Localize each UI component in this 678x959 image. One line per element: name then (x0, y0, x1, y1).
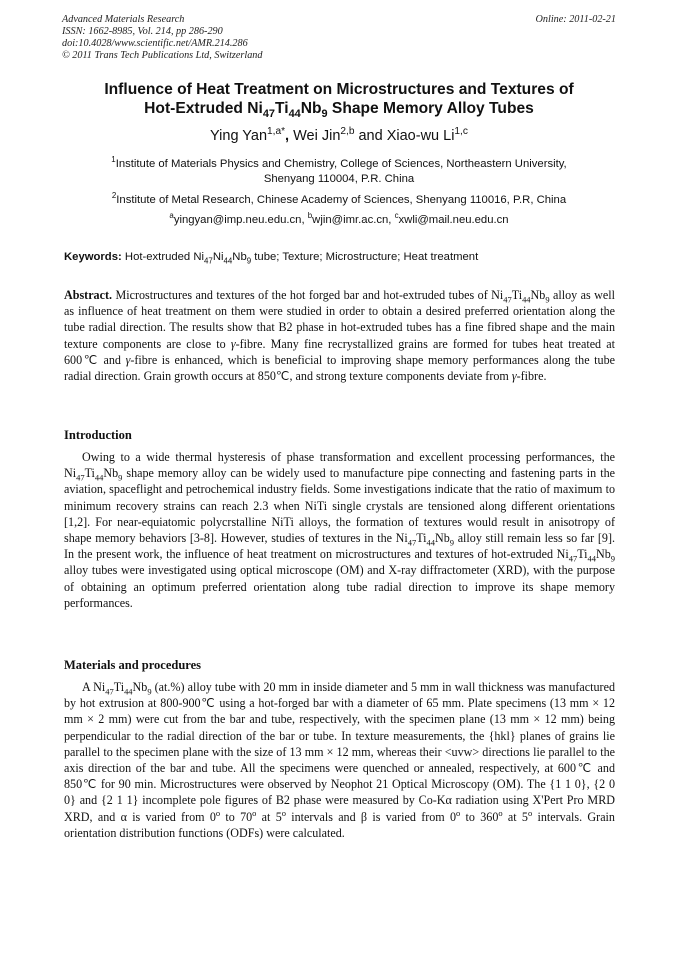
author-emails: $^a$yingyan@imp.neu.edu.cn, $^b$wjin@imr.ac.cn, $^c$xwli@mail.neu.edu.cn (169, 211, 509, 226)
introduction-paragraph: Owing to a wide thermal hysteresis of phase transformation and excellent processing performances, the $Ni_{47}Ti_{44}Nb_9$ shape memory alloy can be widely used to manufacture pipe connecting and fastening parts in the aviation, spaceflight and petrochemical industry fields. Some investigations indicate that the ratio of maximum to minimum recovery strains can reach 2.3 when NiTi single crystals are tensioned along different orientations [1,2]. For near-equiatomic polycrstalline NiTi alloys, the formation of textures would result in anisotropy of shape memory behaviors [3-8]. However, studies of textures in the $Ni_{47}Ti_{44}Nb_9$ alloy still remain less so far [9]. In the present work, the influence of heat treatment on microstructures and textures of hot-extruded $Ni_{47}Ti_{44}Nb_9$ alloy tubes were investigated using optical microscope (OM) and X-ray diffractometer (XRD), with the purpose of obtaining an optimum preferred orientation along tube radial direction to improve its shape memory performances. (64, 450, 615, 610)
keywords: Keywords: Hot-extruded $Ni_{47}Ni_{44}Nb_9$ tube; Texture; Microstructure; Heat treatment (64, 251, 479, 266)
journal-header (62, 14, 616, 62)
journal-name: Advanced Materials Research (62, 14, 185, 25)
affiliation-1: $^1$Institute of Materials Physics and Chemistry, College of Sciences, Northeastern University, Shenyang 110004, P.R. China (111, 155, 567, 185)
author-3: Xiao-wu Li (386, 128, 455, 144)
journal-copyright: © 2011 Trans Tech Publications Ltd, Switzerland (62, 50, 263, 61)
section-heading-materials: Materials and procedures (64, 658, 202, 672)
paper-title (40, 80, 638, 121)
author-list: Ying Yan$^{1,a*}$, Wei Jin$^{2,b}$ and Xiao-wu Li$^{1,c}$ (210, 126, 468, 144)
affiliation-2: $^2$Institute of Metal Research, Chinese Academy of Sciences, Shenyang 110016, P.R, China (111, 191, 567, 206)
materials-paragraph: A $Ni_{47}Ti_{44}Nb_9$ (at.%) alloy tube with 20 mm in inside diameter and 5 mm in wall thickness was manufactured by hot extrusion at 800-900℃ using a hot-forged bar with a diameter of 65 mm. Plate specimens (13 mm × 12 mm × 2 mm) were cut from the bar and tube, respectively, with the specimen plane (13 mm × 12 mm) being perpendicular to the radial direction of the bar or tube. In texture measurements, the {hkl} planes of grains lie parallel to the specimen plane with the size of 13 mm × 12 mm, whereas their <uvw> directions lie parallel to the axis direction of the bar and tube. All the specimens were quenched or annealed, respectively, at 600℃ and 850℃ for 90 min. Microstructures were observed by Neophot 21 Optical Microscopy (OM). The {1 1 0}, {2 0 0} and {2 1 1} incomplete pole figures of B2 phase were measured by Co-Kα radiation using X'Pert Pro MRD XRD, and α is varied from 0$^o$ to 70$^o$ at 5$^o$ intervals and β is varied from 0$^o$ to 360$^o$ at 5$^o$ intervals. Grain orientation distribution functions (ODFs) were calculated. (64, 680, 615, 840)
journal-issn: ISSN: 1662-8985, Vol. 214, pp 286-290 (62, 26, 223, 37)
author-1: Ying Yan (210, 128, 268, 144)
journal-doi: doi:10.4028/www.scientific.net/AMR.214.286 (62, 38, 248, 49)
section-heading-introduction: Introduction (64, 428, 132, 442)
online-date: Online: 2011-02-21 (535, 14, 616, 25)
keywords-label: Keywords: (64, 251, 122, 263)
abstract-label: Abstract. (64, 288, 113, 302)
author-2: Wei Jin (293, 128, 341, 144)
title-line-1: Influence of Heat Treatment on Microstructures and Textures of (104, 81, 574, 98)
abstract-paragraph: Abstract. Microstructures and textures of the hot forged bar and hot-extruded tubes of $Ni_{47}Ti_{44}Nb_9$ alloy as well as influence of heat treatment on them were studied in order to obtain a desired preferred orientation along the tube radial direction. The results show that B2 phase in hot-extruded tubes has a fine fibred shape and the main texture components are close to γ-fibre. Many fine recrystallized grains are formed for tubes heat treated at 600℃ and γ-fibre is enhanced, which is beneficial to improving shape memory performances along the tube radial direction. Grain growth occurs at 850℃, and strong texture components deviate from γ-fibre. (64, 288, 615, 384)
title-line-2: Hot-Extruded $Ni_{47}Ti_{44}Nb_9$ Shape Memory Alloy Tubes (144, 100, 534, 121)
